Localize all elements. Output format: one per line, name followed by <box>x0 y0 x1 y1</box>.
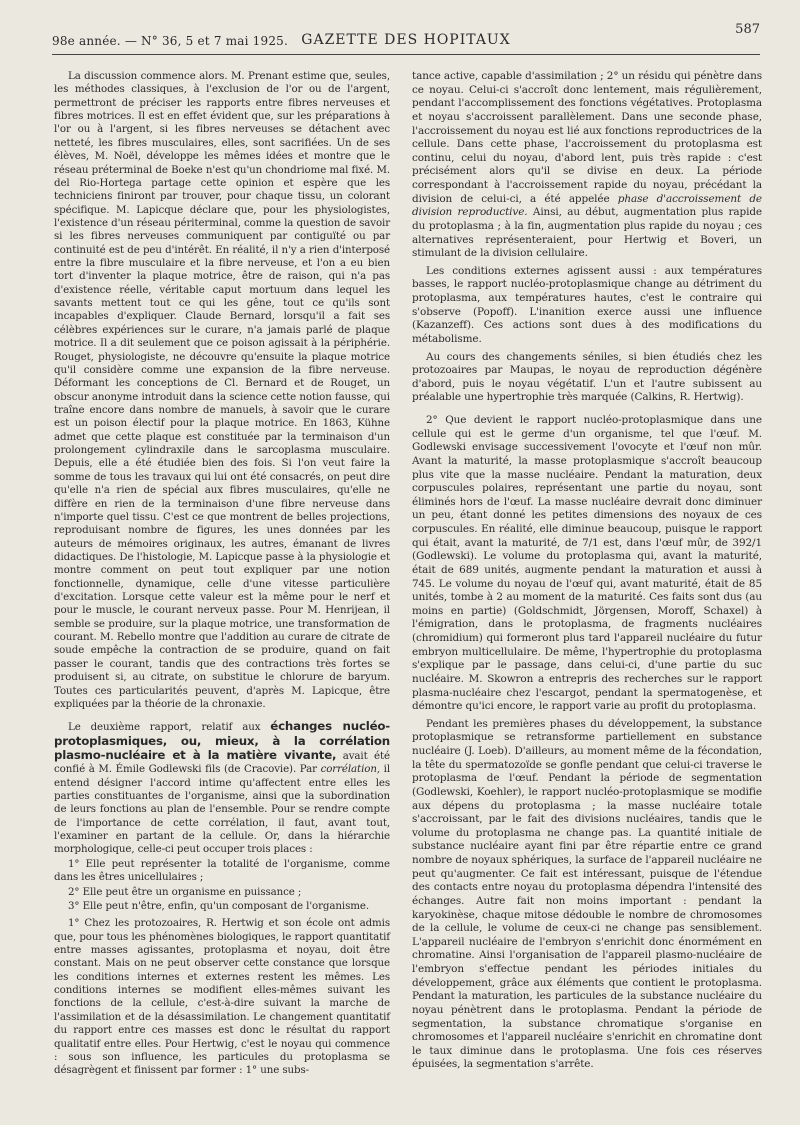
paragraph-development: Pendant les premières phases du développement, la substance protoplasmique se retransforme partiellement en substance nucléaire (J. Loeb). D'ailleurs, au moment même de la fécondation, la tête du spermatozoïde se gonfle pendant que celui-ci traverse le protoplasma de l'œuf. Pendant la période de segmentation (Godlewski, Koehler), le rapport nucléo-protoplasmique se modifie aux dépens du protoplasma ; la masse nucléaire totale s'accroissant, par le fait des divisions nucléaires, tandis que le volume du protoplasma ne change pas. La quantité initiale de substance nucléaire ayant fini par être répartie entre ce grand nombre de noyaux sphériques, la surface de l'appareil nucléaire ne peut qu'augmenter. Ce fait est intéressant, puisque de l'étendue des contacts entre noyau du protoplasma dépendra l'intensité des échanges. Autre fait non moins important : pendant la karyokinèse, chaque mitose dédouble le nombre de chromosomes de la cellule, le volume de ceux-ci ne change pas sensiblement. L'appareil nucléaire de l'embryon s'enrichit donc énormément en chromatine. Ainsi l'organisation de l'appareil plasmo-nucléaire de l'embryon s'effectue pendant les périodes initiales du développement, grâce aux éléments que contient le protoplasma. Pendant la maturation, les particules de la substance nucléaire du noyau pénètrent dans le protoplasma. Pendant la période de segmentation, la substance chromatique s'organise en chromosomes et l'appareil nucléaire s'enrichit en chromatine dont le taux diminue dans le protoplasma. Une fois ces réserves épuisées, la segmentation s'arrête. <box>412 717 763 1071</box>
paragraph-gap <box>412 405 762 414</box>
issue-info: 98e année. — N° 36, 5 et 7 mai 1925. <box>52 34 289 48</box>
paragraph-discussion: La discussion commence alors. M. Prenant estime que, seules, les méthodes classiques, à l'exclusion de l'or ou de l'argent, permettront de préciser les rapports entre fibres nerveuses et fibres motrices. Il est en effet évident que, sur les préparations à l'or ou à l'argent, si les fibres nerveuses se détachent avec netteté, les fibres musculaires, elles, sont sacrifiées. Un de ses élèves, M. Noël, développe les mêmes idées et montre que le réseau préterminal de Boeke n'est qu'un chondriome mal fixé. M. del Rio-Hortega partage cette opinion et espère que les techniciens finiront par trouver, pour chaque tissu, un colorant spécifique. M. Lapicque déclare que, pour les physiologistes, l'existence d'un réseau périterminal, comme la question de savoir si les fibres nerveuses communiquent par contiguïté ou par continuité est de peu d'intérêt. En réalité, il n'y a rien d'interposé entre la fibre musculaire et la fibre nerveuse, et l'on a eu bien tort d'inventer la plaque motrice, être de raison, qui n'a pas d'existence réelle, véritable caput mortuum dans lequel les savants mettent tout ce qui les gêne, tout ce qu'ils sont incapables d'expliquer. Claude Bernard, lorsqu'il a fait ses célèbres expériences sur le curare, n'a jamais parlé de plaque motrice. Il a dit seulement que ce poison agissait à la périphérie. Rouget, physiologiste, ne découvre qu'ensuite la plaque motrice qu'il considère comme une expansion de la fibre nerveuse. Déformant les conceptions de Cl. Bernard et de Rouget, un obscur anonyme introduit dans la science cette notion fausse, qui traîne encore dans nombre de manuels, à savoir que le curare est un poison électif pour la plaque motrice. En 1863, Kühne admet que cette plaque est constituée par la terminaison d'un prolongement cylindraxile dans le sarcoplasma musculaire. Depuis, elle a été étudiée bien des fois. Si l'on veut faire la somme de tous les travaux qui lui ont été consacrés, on peut dire qu'elle n'a rien de spécial aux fibres musculaires, qu'elle ne diffère en rien de la terminaison d'une fibre nerveuse dans n'importe quel tissu. C'est ce que montrent de belles projections, reproduisant nombre de figures, les unes données par les auteurs de mémoires originaux, les autres, émanant de livres didactiques. De l'histologie, M. Lapicque passe à la physiologie et montre comment on peut tout expliquer par une notion fonctionnelle, dynamique, celle d'une vitesse particulière d'excitation. Lorsque cette valeur est la même pour le nerf et pour le muscle, le courant nerveux passe. Pour M. Henrijean, il semble se produire, sur la plaque motrice, une transformation de courant. M. Rebello montre que l'addition au curare de citrate de soude empêche la contraction de se produire, quand on fait passer le courant, tandis que des contractions très fortes se produisent si, au citrate, on substitue le chlorure de baryum. Toutes ces particularités peuvent, d'après M. Lapicque, être expliquées par la théorie de la chronaxie. <box>54 70 390 710</box>
paragraph-senile-changes: Au cours des changements séniles, si bien étudiés chez les protozoaires par Maupas, le noyau de reproduction dégénère d'abord, puis le noyau végétatif. L'un et l'autre subissent au préalable une hypertrophie très marquée (Calkins, R. Hertwig). <box>412 350 762 404</box>
list-item: 2° Elle peut être un organisme en puissance ; <box>68 885 302 898</box>
page-number: 587 <box>735 22 760 37</box>
report-topic: échanges nucléo-protoplasmiques, ou, mieux, à la corrélation plasmo-nucléaire et à la matière vivante, <box>54 719 390 762</box>
list-item: 1° Elle peut représenter la totalité de l'organisme, comme dans les êtres unicellulaires ; <box>54 857 390 884</box>
text-run: avait été confié à M. Émile Godlewski fils (de Cracovie). Par <box>54 749 390 776</box>
left-column <box>54 70 390 1078</box>
list-item: 3° Elle peut n'être, enfin, qu'un composant de l'organisme. <box>68 899 369 912</box>
text-run: il entend désigner l'accord intime qu'affectent entre elles les parties constituantes de l'organisme, ainsi que la subordination de leurs fonctions au plan de l'ensemble. Pour se rendre compte de l'importance de cette corrélation, il faut, avant tout, l'examiner en partant de la cellule. Or, dans la hiérarchie morphologique, celle-ci peut occuper trois places : <box>54 763 390 856</box>
header-rule <box>52 54 760 55</box>
right-column <box>412 70 762 1072</box>
journal-title: GAZETTE DES HOPITAUX <box>301 32 511 48</box>
text-run: Le deuxième rapport, relatif aux <box>68 721 271 734</box>
text-run: tance active, capable d'assimilation ; 2° un résidu qui pénètre dans ce noyau. Celui-ci s'accroît donc lentement, mais régulièrement, pendant l'accomplissement des fonctions végétatives. Protoplasma et noyau s'accroissent parallèlement. Dans une seconde phase, l'accroissement du noyau est lié aux fonctions reproductrices de la cellule. Dans cette phase, l'accroissement du protoplasma est continu, celui du noyau, d'abord lent, puis très rapide : c'est précisément alors qu'il se divise en deux. La période correspondant à l'accroissement rapide du noyau, précédant la division de celui-ci, a été appelée <box>412 70 762 205</box>
text-run: Ainsi, au début, augmentation plus rapide du protoplasma ; à la fin, augmentation plus rapide du noyau ; ces alternatives représenteraient, pour Hertwig et Boveri, un stimulant de la division cellulaire. <box>412 206 762 260</box>
italic-term: phase d'accroissement de division reproductive. <box>412 192 763 219</box>
paragraph-protozoa: 1° Chez les protozoaires, R. Hertwig et son école ont admis que, pour tous les phénomènes biologiques, le rapport quantitatif entre masses agissantes, protoplasma et noyau, doit être constant. Mais on ne peut observer cette constance que lorsque les conditions internes et externes restent les mêmes. Les conditions internes se modifient elles-mêmes suivant les fonctions de la cellule, c'est-à-dire suivant la marche de l'assimilation et de la désassimilation. Le changement quantitatif du rapport entre ces masses est donc le résultat du rapport qualitatif entre elles. Pour Hertwig, c'est le noyau qui commence : sous son influence, les particules du protoplasma se désagrègent et finissent par former : 1° une subs- <box>54 917 390 1077</box>
paragraph-continuation <box>412 70 762 261</box>
paragraph-second-report <box>54 720 390 857</box>
page-header <box>52 22 760 50</box>
paragraph-germ-cell: 2° Que devient le rapport nucléo-protoplasmique dans une cellule qui est le germe d'un organisme, tel que l'œuf. M. Godlewski envisage successivement l'ovocyte et l'œuf non mûr. Avant la maturité, la masse protoplasmique s'accroît beaucoup plus vite que la masse nucléaire. Pendant la maturation, deux corpuscules polaires, représentant une partie du noyau, sont éliminés hors de l'œuf. La masse nucléaire devrait donc diminuer un peu, étant donné les petites dimensions des noyaux de ces corpuscules. En réalité, elle diminue beaucoup, puisque le rapport qui était, avant la maturité, de 7/1 est, dans l'œuf mûr, de 392/1 (Godlewski). Le volume du protoplasma qui, avant la maturité, était de 689 unités, augmente pendant la maturation et aussi à 745. Le volume du noyau de l'œuf qui, avant maturité, était de 85 unités, tombe à 2 au moment de la maturité. Ces faits sont dus (au moins en partie) (Goldschmidt, Jörgensen, Moroff, Schaxel) à l'émigration, dans le protoplasma, de fragments nucléaires (chromidium) qui formeront plus tard l'appareil nucléaire du futur embryon multicellulaire. De même, l'hypertrophie du protoplasma s'explique par le passage, dans celui-ci, d'une partie du suc nucléaire. M. Skowron a entrepris des recherches sur le rapport plasma-nucléaire chez l'escargot, pendant la spermatogenèse, et démontre qu'ici encore, le rapport varie au profit du protoplasma. <box>412 414 762 713</box>
paragraph-external-conditions: Les conditions externes agissent aussi : aux températures basses, le rapport nucléo-protoplasmique change au détriment du protoplasma, aux températures hautes, c'est le contraire qui s'observe (Popoff). L'inanition exerce aussi une influence (Kazanzeff). Ces actions sont dues à des modifications du métabolisme. <box>412 264 762 345</box>
italic-term: corrélation, <box>320 763 380 776</box>
